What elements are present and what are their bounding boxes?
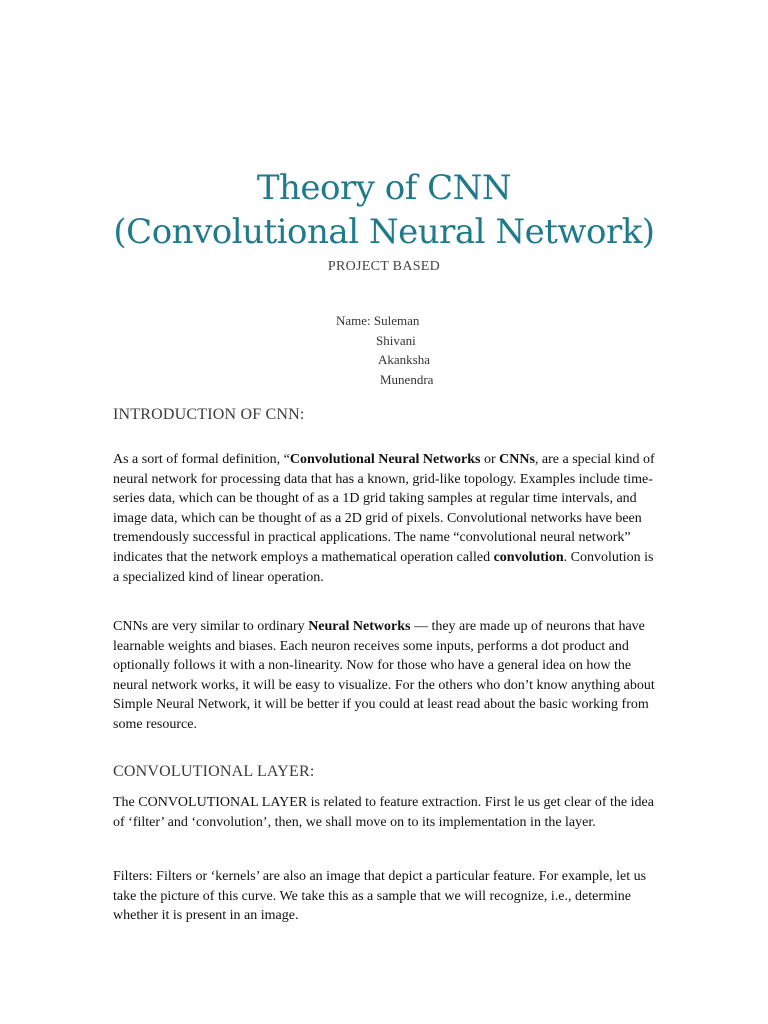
text-run: The CONVOLUTIONAL LAYER is related to feature extraction. First le us get clear of the idea of ‘filter’ and ‘convolution’, then, we shall move on to its implementation in the layer. bbox=[113, 795, 654, 830]
author-row-2 bbox=[336, 331, 433, 351]
section-heading-convolutional-layer: CONVOLUTIONAL LAYER: bbox=[113, 763, 315, 780]
text-run: . Convolution is a specialized kind of linear operation. bbox=[113, 549, 654, 585]
document-title: Theory of CNN bbox=[256, 168, 512, 208]
section-heading-introduction: INTRODUCTION OF CNN: bbox=[113, 406, 305, 423]
author-name: Suleman bbox=[373, 313, 420, 328]
text-run: , are a special kind of neural network for processing data that has a known, grid-like topology. Examples include time-series data, which can be thought of as a 1D grid taking samples at regular time intervals, and image data, which can be thought of as a 2D grid of pixels. Convolutional networks have been tremendously successful in practical applications. The name “convolutional neural network” indicates that the network employs a mathematical operation called bbox=[113, 452, 655, 565]
name-label: Name: bbox=[336, 313, 374, 328]
text-run: As a sort of formal definition, “ bbox=[113, 452, 290, 467]
conv-paragraph-1 bbox=[113, 793, 658, 832]
author-name: Shivani bbox=[376, 332, 416, 348]
author-names bbox=[336, 311, 433, 389]
author-row-1 bbox=[336, 311, 433, 331]
author-row-4 bbox=[336, 370, 433, 390]
document-title-subline: (Convolutional Neural Network) bbox=[113, 212, 655, 252]
bold-term: convolution bbox=[493, 549, 564, 565]
intro-paragraph-1 bbox=[113, 450, 658, 587]
bold-term: Convolutional Neural Networks bbox=[289, 452, 481, 467]
bold-term: Neural Networks bbox=[308, 619, 411, 634]
text-run: Filters: Filters or ‘kernels’ are also an image that depict a particular feature. For example, let us take the picture of this curve. We take this as a sample that we will recognize, i.e., determine whether it is present in an image. bbox=[113, 869, 647, 924]
document-subtitle: PROJECT BASED bbox=[327, 259, 441, 274]
text-run: CNNs are very similar to ordinary bbox=[113, 619, 309, 634]
author-row-3 bbox=[336, 350, 433, 370]
author-name: Akanksha bbox=[378, 352, 430, 367]
author-name: Munendra bbox=[380, 371, 434, 387]
conv-paragraph-2 bbox=[113, 867, 658, 926]
text-run: or bbox=[480, 452, 500, 467]
text-run: — they are made up of neurons that have learnable weights and biases. Each neuron receives some inputs, performs a dot product and optionally follows it with a non-linearity. Now for those who have a general idea on how the neural network works, it will be easy to visualize. For the others who don’t know anything about Simple Neural Network, it will be better if you could at least read about the basic working from some resource. bbox=[113, 619, 655, 732]
intro-paragraph-2 bbox=[113, 617, 658, 735]
bold-term: CNNs bbox=[499, 452, 535, 467]
